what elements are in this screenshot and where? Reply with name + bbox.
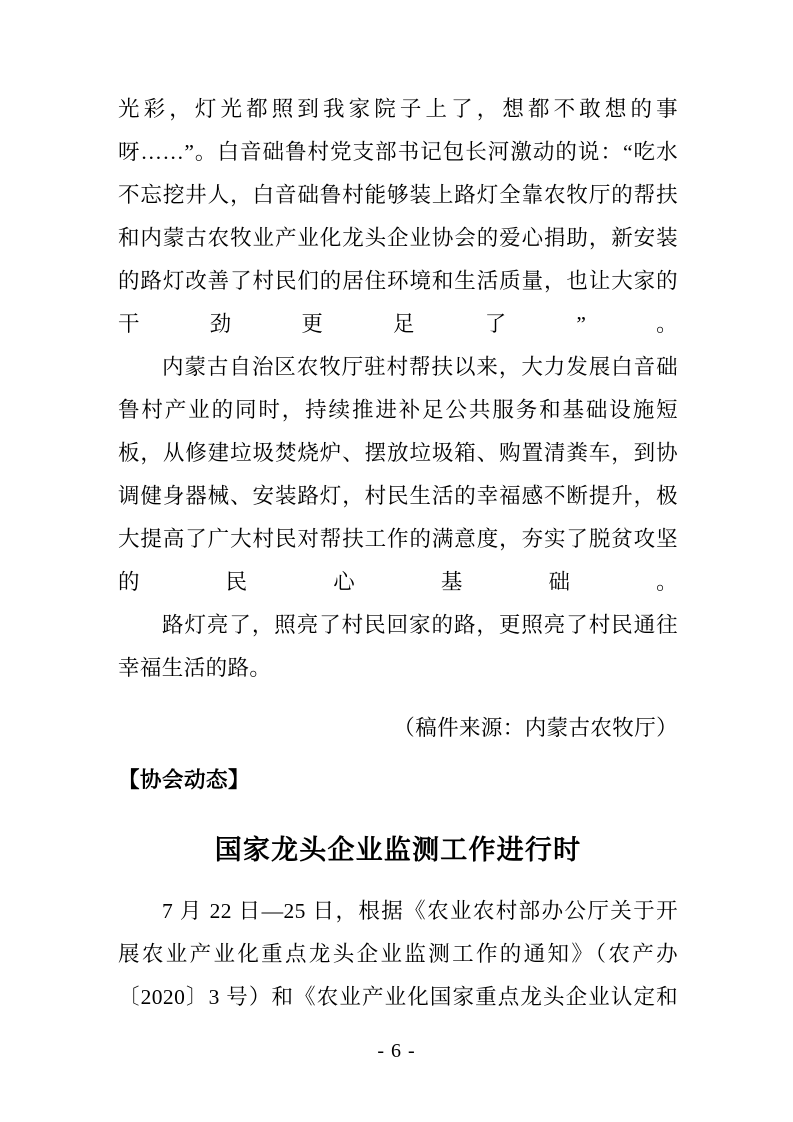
source-credit: （稿件来源：内蒙古农牧厅）: [393, 716, 678, 740]
article-title: 国家龙头企业监测工作进行时: [214, 835, 582, 865]
page-number: - 6 -: [377, 1040, 416, 1062]
body-paragraph-4: 7 月 22 日—25 日，根据《农业农村部办公厅关于开展农业产业化重点龙头企业监测工作的通知》（农产办〔2020〕3 号）和《农业产业化国家重点龙头企业认定和: [118, 899, 678, 1009]
page-content: [118, 88, 678, 1019]
body-paragraph-1: 光彩，灯光都照到我家院子上了，想都不敢想的事呀……”。白音础鲁村党支部书记包长河激动的说：“吃水不忘挖井人，白音础鲁村能够装上路灯全靠农牧厅的帮扶和内蒙古农牧业产业化龙头企业协会的爱心捐助，新安装的路灯改善了村民们的居住环境和生活质量，也让大家的干劲更足了”。: [118, 97, 678, 336]
section-tag: 【协会动态】: [118, 768, 251, 792]
body-paragraph-2: 内蒙古自治区农牧厅驻村帮扶以来，大力发展白音础鲁村产业的同时，持续推进补足公共服务和基础设施短板，从修建垃圾焚烧炉、摆放垃圾箱、购置清粪车，到协调健身器械、安装路灯，村民生活的幸福感不断提升，极大提高了广大村民对帮扶工作的满意度，夯实了脱贫攻坚的民心基础。: [118, 355, 678, 594]
body-paragraph-3: 路灯亮了，照亮了村民回家的路，更照亮了村民通往幸福生活的路。: [118, 613, 678, 680]
